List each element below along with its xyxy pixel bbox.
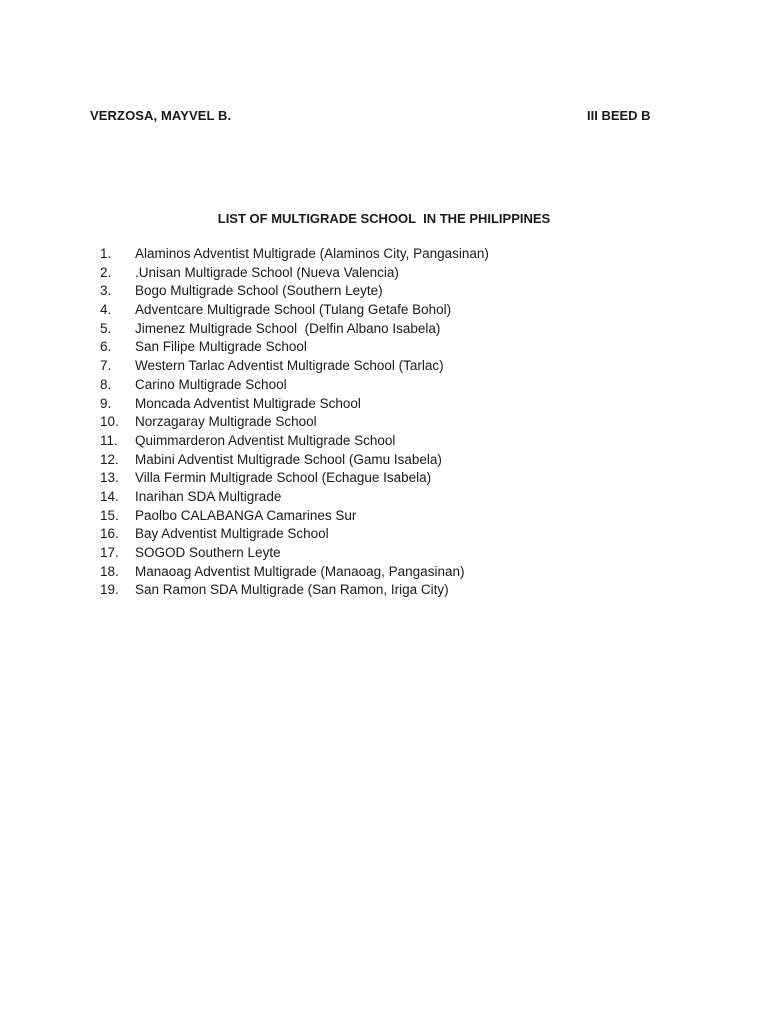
list-item <box>100 301 660 320</box>
document-title: LIST OF MULTIGRADE SCHOOL IN THE PHILIPPINES <box>217 211 551 226</box>
list-item <box>100 282 660 301</box>
list-item-number: 9. <box>100 395 112 411</box>
list-item <box>100 469 660 488</box>
list-item-number: 11. <box>100 432 118 448</box>
list-item <box>100 507 660 526</box>
list-item-text: Jimenez Multigrade School (Delfin Albano Isabela) <box>135 320 441 336</box>
list-item-text: San Ramon SDA Multigrade (San Ramon, Iriga City) <box>135 582 449 598</box>
list-item-number: 14. <box>100 488 119 504</box>
list-item <box>100 451 660 470</box>
list-item-number: 17. <box>100 545 119 560</box>
list-item <box>100 413 660 432</box>
list-item <box>100 320 660 339</box>
list-item-text: Bogo Multigrade School (Southern Leyte) <box>135 283 383 299</box>
list-item-number: 13. <box>100 470 119 486</box>
list-item-text: Paolbo CALABANGA Camarines Sur <box>135 507 357 523</box>
list-item <box>100 488 660 507</box>
list-item-text: Western Tarlac Adventist Multigrade School (Tarlac) <box>135 358 444 374</box>
author-name: VERZOSA, MAYVEL B. <box>90 108 232 123</box>
school-list <box>100 245 660 600</box>
list-item-text: Mabini Adventist Multigrade School (Gamu Isabela) <box>135 451 442 467</box>
list-item-text: Quimmarderon Adventist Multigrade School <box>135 432 396 448</box>
list-item-number: 7. <box>100 358 112 374</box>
list-item-number: 8. <box>100 376 112 392</box>
list-item <box>100 395 660 414</box>
list-item <box>100 338 660 357</box>
list-item-text: Bay Adventist Multigrade School <box>135 526 329 542</box>
list-item-text: Norzagaray Multigrade School <box>135 414 317 430</box>
list-item <box>100 432 660 451</box>
list-item-text: San Filipe Multigrade School <box>135 339 307 355</box>
list-item <box>100 245 660 264</box>
list-item-number: 5. <box>100 320 112 336</box>
list-item-text: Adventcare Multigrade School (Tulang Getafe Bohol) <box>135 302 452 318</box>
list-item-text: SOGOD Southern Leyte <box>135 545 281 560</box>
list-item-text: Inarihan SDA Multigrade <box>135 488 282 504</box>
list-item-text: Manaoag Adventist Multigrade (Manaoag, Pangasinan) <box>135 563 465 579</box>
list-item-text: Moncada Adventist Multigrade School <box>135 395 361 411</box>
list-item <box>100 525 660 544</box>
list-item <box>100 264 660 283</box>
list-item-text: Alaminos Adventist Multigrade (Alaminos City, Pangasinan) <box>135 246 489 261</box>
list-item-number: 10. <box>100 414 119 430</box>
list-item-number: 1. <box>100 246 112 261</box>
list-item-number: 2. <box>100 264 112 280</box>
list-item-number: 19. <box>100 582 119 598</box>
list-item-text: .Unisan Multigrade School (Nueva Valencia) <box>135 264 399 280</box>
list-item-text: Carino Multigrade School <box>135 376 287 392</box>
list-item <box>100 376 660 395</box>
list-item-number: 6. <box>100 339 112 355</box>
list-item-text: Villa Fermin Multigrade School (Echague Isabela) <box>135 470 432 486</box>
list-item <box>100 563 660 582</box>
section-code: III BEED B <box>587 108 651 123</box>
list-item <box>100 357 660 376</box>
list-item-number: 15. <box>100 507 119 523</box>
list-item <box>100 581 660 600</box>
list-item-number: 4. <box>100 302 112 318</box>
list-item-number: 16. <box>100 526 119 542</box>
list-item-number: 18. <box>100 563 119 579</box>
list-item <box>100 544 660 563</box>
list-item-number: 12. <box>100 451 119 467</box>
list-item-number: 3. <box>100 283 112 299</box>
